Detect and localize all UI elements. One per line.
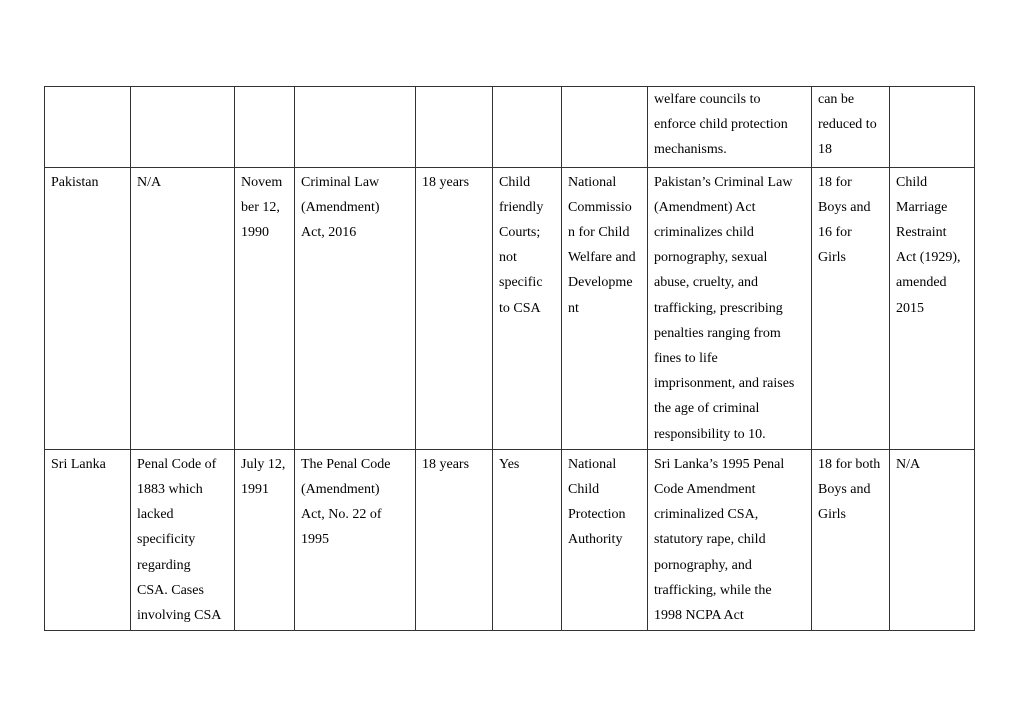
cell-text-line: not: [499, 250, 517, 266]
cell-text-line: abuse, cruelty, and: [654, 275, 759, 291]
cell-text-line: pornography, and: [654, 557, 752, 573]
cell-text-line: Developme: [568, 275, 633, 291]
cell-text-line: 16 for: [818, 225, 852, 241]
table-cell-child-protection-body: [562, 87, 648, 168]
cell-text-line: trafficking, while the: [654, 582, 772, 598]
cell-text-line: The Penal Code: [301, 456, 391, 472]
table-cell-specialized-courts: [493, 449, 562, 630]
cell-text-line: can be: [818, 92, 855, 107]
cell-text-line: CSA. Cases: [137, 582, 204, 598]
cell-text-line: Code Amendment: [654, 482, 756, 498]
cell-text-line: 1991: [241, 482, 269, 498]
cell-text-line: Commissio: [568, 199, 632, 215]
cell-text-line: Sri Lanka’s 1995 Penal: [654, 456, 785, 472]
cell-text-line: reduced to: [818, 117, 877, 133]
cell-text-line: 1995: [301, 532, 329, 548]
table-cell-specialized-courts: [493, 87, 562, 168]
table-cell-marriage-age: [812, 449, 890, 630]
cell-text-line: N/A: [896, 456, 921, 472]
table-cell-age-of-consent: [416, 167, 493, 449]
table-cell-country: [45, 449, 131, 630]
table-cell-prior-law: [131, 449, 235, 630]
cell-text-line: 18 years: [422, 174, 470, 190]
cell-text-line: Protection: [568, 507, 626, 523]
table-cell-description: [648, 449, 812, 630]
table-cell-marriage-law: [890, 87, 975, 168]
cell-text-line: N/A: [137, 174, 162, 190]
table-cell-crc-ratification: [235, 167, 295, 449]
cell-text-line: trafficking, prescribing: [654, 300, 783, 316]
table-row: [45, 87, 975, 168]
cell-text-line: Yes: [499, 456, 520, 472]
cell-text-line: specificity: [137, 532, 196, 548]
table-cell-marriage-age: [812, 87, 890, 168]
cell-text-line: Child: [896, 174, 928, 190]
table-cell-age-of-consent: [416, 449, 493, 630]
cell-text-line: Act (1929),: [896, 250, 961, 266]
cell-text-line: penalties ranging from: [654, 325, 781, 341]
table-cell-age-of-consent: [416, 87, 493, 168]
cell-text-line: 18: [818, 142, 832, 158]
cell-text-line: Welfare and: [568, 250, 636, 266]
cell-text-line: to CSA: [499, 300, 541, 316]
table-cell-marriage-law: [890, 449, 975, 630]
cell-text-line: Act, No. 22 of: [301, 507, 382, 523]
cell-text-line: Girls: [818, 250, 846, 266]
cell-text-line: National: [568, 174, 617, 190]
table-cell-csa-law: [295, 87, 416, 168]
cell-text-line: fines to life: [654, 351, 718, 367]
cell-text-line: regarding: [137, 557, 191, 573]
table-cell-description: [648, 87, 812, 168]
cell-text-line: mechanisms.: [654, 142, 727, 158]
cell-text-line: responsibility to 10.: [654, 426, 766, 442]
cell-text-line: National: [568, 456, 617, 472]
cell-text-line: n for Child: [568, 225, 630, 241]
table-cell-description: [648, 167, 812, 449]
cell-text-line: statutory rape, child: [654, 532, 766, 548]
cell-text-line: Act, 2016: [301, 225, 357, 241]
cell-text-line: 18 for: [818, 174, 852, 190]
table-cell-marriage-law: [890, 167, 975, 449]
cell-text-line: pornography, sexual: [654, 250, 768, 266]
cell-text-line: (Amendment) Act: [654, 199, 756, 215]
cell-text-line: Restraint: [896, 225, 947, 241]
table-cell-child-protection-body: [562, 449, 648, 630]
cell-text-line: July 12,: [241, 456, 286, 472]
table-cell-csa-law: [295, 449, 416, 630]
cell-text-line: specific: [499, 275, 543, 291]
cell-text-line: involving CSA: [137, 608, 222, 624]
table-cell-crc-ratification: [235, 87, 295, 168]
legal-framework-table: [44, 86, 975, 631]
cell-text-line: amended: [896, 275, 947, 291]
cell-text-line: Criminal Law: [301, 174, 380, 190]
cell-text-line: nt: [568, 300, 579, 316]
table-cell-prior-law: [131, 87, 235, 168]
cell-text-line: enforce child protection: [654, 117, 788, 133]
table-cell-marriage-age: [812, 167, 890, 449]
cell-text-line: Marriage: [896, 199, 948, 215]
table-cell-country: [45, 87, 131, 168]
cell-text-line: Boys and: [818, 199, 871, 215]
cell-text-line: Pakistan: [51, 174, 99, 190]
cell-text-line: Pakistan’s Criminal Law: [654, 174, 793, 190]
cell-text-line: (Amendment): [301, 199, 380, 215]
cell-text-line: 1883 which: [137, 482, 203, 498]
cell-text-line: Novem: [241, 174, 283, 190]
table-cell-country: [45, 167, 131, 449]
cell-text-line: 18 for both: [818, 456, 881, 472]
cell-text-line: criminalized CSA,: [654, 507, 759, 523]
cell-text-line: 18 years: [422, 456, 470, 472]
table-cell-crc-ratification: [235, 449, 295, 630]
table-cell-child-protection-body: [562, 167, 648, 449]
cell-text-line: criminalizes child: [654, 225, 754, 241]
cell-text-line: imprisonment, and raises: [654, 376, 795, 392]
cell-text-line: Boys and: [818, 482, 871, 498]
cell-text-line: Sri Lanka: [51, 456, 106, 472]
table-cell-csa-law: [295, 167, 416, 449]
cell-text-line: 2015: [896, 300, 924, 316]
cell-text-line: (Amendment): [301, 482, 380, 498]
cell-text-line: friendly: [499, 199, 544, 215]
cell-text-line: Authority: [568, 532, 623, 548]
cell-text-line: ber 12,: [241, 199, 280, 215]
cell-text-line: 1990: [241, 225, 269, 241]
cell-text-line: lacked: [137, 507, 174, 523]
cell-text-line: 1998 NCPA Act: [654, 608, 744, 624]
table-cell-prior-law: [131, 167, 235, 449]
cell-text-line: the age of criminal: [654, 401, 760, 417]
cell-text-line: Penal Code of: [137, 456, 217, 472]
table-row: [45, 167, 975, 449]
cell-text-line: Courts;: [499, 225, 541, 241]
table-cell-specialized-courts: [493, 167, 562, 449]
cell-text-line: Child: [568, 482, 600, 498]
cell-text-line: Girls: [818, 507, 846, 523]
cell-text-line: Child: [499, 174, 531, 190]
table-row: [45, 449, 975, 630]
cell-text-line: welfare councils to: [654, 92, 761, 107]
